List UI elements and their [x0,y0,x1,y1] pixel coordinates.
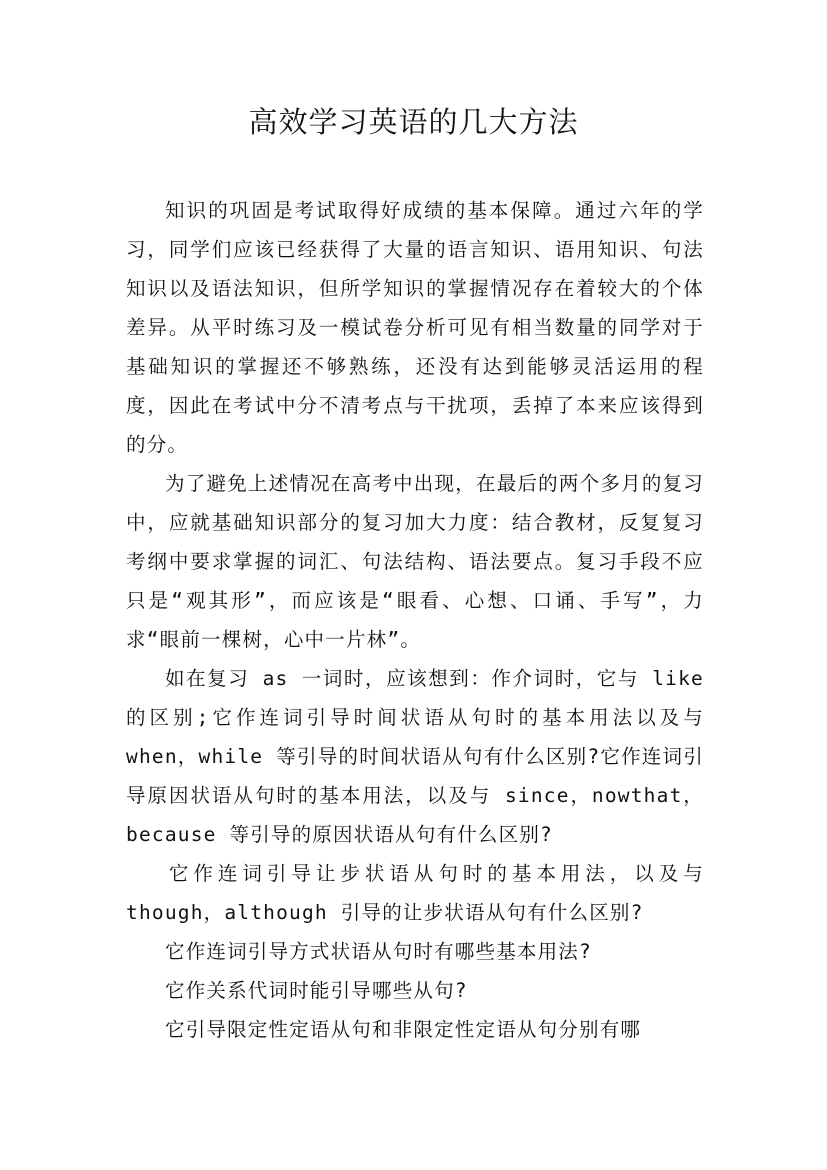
document-title: 高效学习英语的几大方法 [248,105,579,139]
paragraph-relative-pronoun: 它作关系代词时能引导哪些从句? [165,979,468,1002]
paragraph-manner-clause: 它作连词引导方式状语从句时有哪些基本用法? [165,940,592,963]
paragraph-concessive-clause: 它作连词引导让步状语从句时的基本用法，以及与 though，although 引导的让步状语从句有什么区别? [126,862,704,924]
paragraph-review-strategy: 为了避免上述情况在高考中出现，在最后的两个多月的复习中，应就基础知识部分的复习加大力度：结合教材，反复复习考纲中要求掌握的词汇、句法结构、语法要点。复习手段不应只是“观其形”，而应该是“眼看、心想、口诵、手写”，力求“眼前一棵树，心中一片林”。 [126,472,704,651]
paragraph-attributive-clause: 它引导限定性定语从句和非限定性定语从句分别有哪 [165,1018,642,1041]
paragraph-knowledge-consolidation: 知识的巩固是考试取得好成绩的基本保障。通过六年的学习，同学们应该已经获得了大量的语言知识、语用知识、句法知识以及语法知识，但所学知识的掌握情况存在着较大的个体差异。从平时练习及一模试卷分析可见有相当数量的同学对于基础知识的掌握还不够熟练，还没有达到能够灵活运用的程度，因此在考试中分不清考点与干扰项，丢掉了本来应该得到的分。 [126,199,704,456]
paragraph-as-review-example: 如在复习 as 一词时，应该想到：作介词时，它与 like 的区别;它作连词引导时间状语从句时的基本用法以及与 when，while 等引导的时间状语从句有什么区别?它作连词引导原因状语从句时的基本用法，以及与 since，nowthat，because 等引导的原因状语从句有什么区别? [126,667,704,846]
document-body [126,191,704,1049]
